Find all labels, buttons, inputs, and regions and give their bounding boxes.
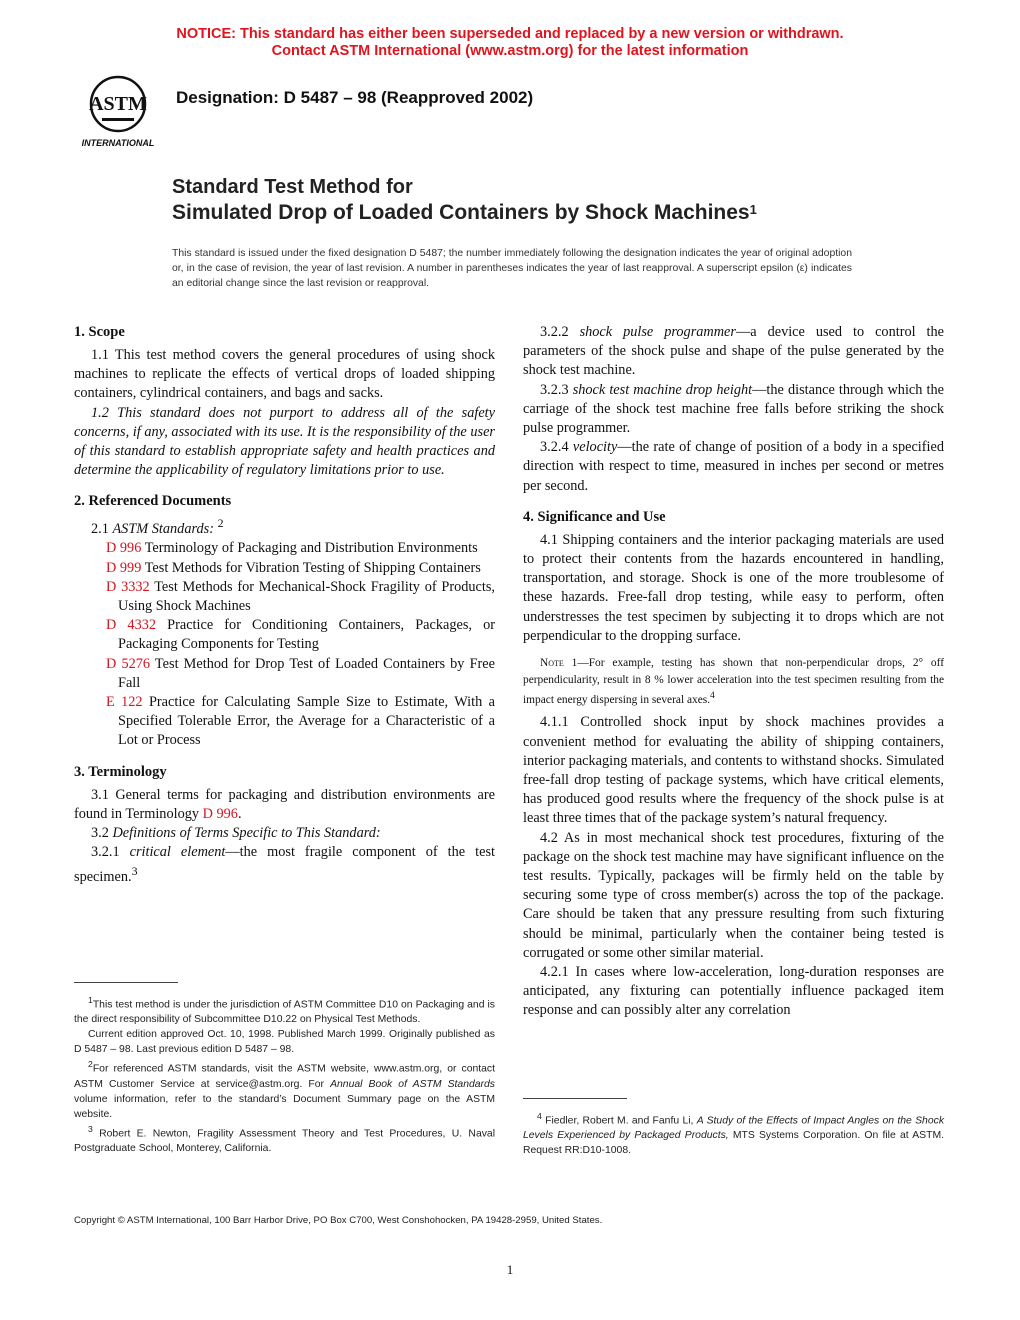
para-2-1-num: 2.1 — [91, 521, 109, 538]
astm-logo — [72, 74, 164, 150]
para-3-2-2 — [523, 323, 944, 381]
left-column — [74, 323, 495, 887]
para-3-2-text: Definitions of Terms Specific to This Standard: — [112, 825, 381, 842]
ref-link[interactable]: D 5276 — [106, 655, 151, 672]
ref-title: Practice for Conditioning Containers, Packages, or Packaging Components for Testing — [118, 617, 496, 653]
ref-link[interactable]: D 3332 — [106, 578, 150, 595]
ref-title: Terminology of Packaging and Distribution Environments — [144, 540, 478, 557]
ref-title: Test Methods for Mechanical-Shock Fragility of Products, Using Shock Machines — [118, 578, 495, 614]
ref-link-d996[interactable]: D 996 — [202, 805, 238, 822]
logo-text: ASTM — [89, 93, 147, 115]
ref-link[interactable]: E 122 — [106, 694, 143, 711]
footnote-4-italic: A Study of the Effects of Impact Angles on the Shock Levels Experienced by Packaged Products, — [523, 1115, 945, 1142]
ref-item — [90, 578, 495, 616]
ref-item — [90, 539, 495, 558]
ref-link[interactable]: D 4332 — [106, 617, 157, 634]
copyright: Copyright © ASTM International, 100 Barr Harbor Drive, PO Box C700, West Conshohocken, PA 19428-2959, United States. — [74, 1215, 603, 1226]
ref-item — [90, 693, 495, 751]
page-number: 1 — [506, 1262, 514, 1277]
note-1 — [523, 655, 944, 708]
note-1-label: Note 1 — [540, 657, 578, 670]
footnote-4-text-b: MTS Systems Corporation. On file at ASTM. Request RR:D10-1008. — [523, 1130, 944, 1157]
para-3-2-num: 3.2 — [91, 825, 109, 842]
para-4-1-1: 4.1.1 Controlled shock input by shock machines provides a convenient method for evaluating the ability of shipping containers, interior packaging materials, and contents to withstand shocks. Simulated free-fall drop testing of package systems, which have critical elements, has produced good results where the frequency of the shock pulse is at least three times that of the package system’s natural frequency. — [523, 714, 944, 827]
title-line-1: Standard Test Method for — [172, 176, 413, 198]
ref-link[interactable]: D 999 — [106, 559, 142, 576]
footnote-3-text: Robert E. Newton, Fragility Assessment Theory and Test Procedures, U. Naval Postgraduate School, Monterey, California. — [74, 1128, 496, 1155]
left-footnotes — [74, 982, 495, 1156]
term-shock-pulse-programmer: shock pulse programmer — [579, 324, 736, 340]
footnote-1 — [74, 993, 495, 1027]
para-3-2-1 — [74, 843, 495, 887]
para-3-1-text: 3.1 General terms for packaging and distribution environments are found in Terminology — [74, 786, 495, 822]
footnote-2-italic: Annual Book of ASTM Standards — [330, 1078, 495, 1090]
footnote-3-num: 3 — [88, 1123, 93, 1134]
section-4-heading: 4. Significance and Use — [523, 508, 666, 525]
ref-title: Test Methods for Vibration Testing of Shipping Containers — [144, 559, 481, 576]
footnote-4 — [523, 1109, 944, 1158]
para-3-2-2-num: 3.2.2 — [540, 324, 569, 340]
footnote-2 — [74, 1057, 495, 1121]
section-1-heading: 1. Scope — [74, 324, 125, 340]
para-3-2-2-text: —a device used to control the parameters of the shock pulse and shape of the pulse generated by the shock test machine. — [523, 324, 945, 379]
section-2-heading: 2. Referenced Documents — [74, 493, 232, 510]
note-1-sup: 4 — [710, 691, 715, 702]
para-4-2: 4.2 As in most mechanical shock test procedures, fixturing of the package on the shock test machine may have significant influence on the test results. Typically, packages will be firmly held on the table by securing some type of cross member(s) across the top of the package. Care should be taken that any pressure resulting from such fixturing should be minimal, particularly when the container being tested is corrugated or some other similar material. — [523, 829, 944, 961]
para-3-2-1-sup: 3 — [131, 864, 138, 879]
ref-title: Test Method for Drop Test of Loaded Containers by Free Fall — [118, 655, 495, 691]
footnote-2-text-b: volume information, refer to the standard’s Document Summary page on the ASTM website. — [74, 1093, 495, 1120]
intro-paragraph: This standard is issued under the fixed designation D 5487; the number immediately following the designation indicates the year of original adoption or, in the case of revision, the year of last revision. A number in parentheses indicates the year of last reapproval. A superscript epsilon (ε) indicates an editorial change since the last revision or reapproval. — [172, 248, 852, 289]
right-column — [523, 323, 944, 1021]
ref-link[interactable]: D 996 — [106, 540, 142, 557]
para-3-2-4 — [523, 438, 944, 496]
withdrawal-notice — [0, 26, 1020, 60]
footnote-1-text: This test method is under the jurisdiction of ASTM Committee D10 on Packaging and is the direct responsibility of Subcommittee D10.22 on Physical Test Methods. — [74, 999, 495, 1026]
note-1-text: —For example, testing has shown that non-perpendicular drops, 2° off perpendicularity, result in 8 % lower acceleration into the test specimen resulting from the impact energy dispersing in several axes. — [523, 657, 944, 706]
ref-title: Practice for Calculating Sample Size to Estimate, With a Specified Tolerable Error, the Average for a Characteristic of a Lot or Process — [118, 694, 495, 749]
para-1-1: 1.1 This test method covers the general procedures of using shock machines to replicate the effects of vertical drops of loaded shipping containers, cylindrical containers, and bags and sacks. — [74, 347, 495, 402]
para-1-2: 1.2 This standard does not purport to address all of the safety concerns, if any, associated with its use. It is the responsibility of the user of this standard to establish appropriate safety and health practices and determine the applicability of regulatory limitations prior to use. — [74, 404, 495, 479]
para-3-1: 3.1 General terms for packaging and distribution environments are found in Terminology D 996. — [74, 786, 495, 822]
footnote-1b: Current edition approved Oct. 10, 1998. Published March 1999. Originally published as D 5487 – 98. Last previous edition D 5487 – 98. — [74, 1029, 495, 1056]
title-footnote-ref: 1 — [749, 202, 757, 217]
para-2-1-text: ASTM Standards: — [112, 521, 214, 538]
para-3-2-1-text: —the most fragile component of the test specimen. — [74, 844, 496, 886]
footnote-3 — [74, 1122, 495, 1156]
para-3-2-3-text: —the distance through which the carriage of the shock test machine free falls before striking the shock pulse programmer. — [523, 381, 944, 437]
footnote-4-num: 4 — [537, 1111, 542, 1121]
ref-item — [90, 559, 495, 578]
title-line-2 — [172, 200, 757, 226]
term-velocity: velocity — [572, 439, 618, 456]
notice-line-2: Contact ASTM International (www.astm.org) for the latest information — [271, 43, 749, 59]
title-line-2-text: Simulated Drop of Loaded Containers by Shock Machines — [172, 201, 750, 224]
footnote-2-num: 2 — [88, 1059, 93, 1070]
logo-subtext: INTERNATIONAL — [81, 138, 155, 148]
para-3-2-4-num: 3.2.4 — [540, 439, 569, 456]
term-critical-element: critical element — [129, 844, 226, 861]
designation: Designation: D 5487 – 98 (Reapproved 2002) — [176, 88, 534, 107]
para-3-2 — [74, 824, 495, 843]
ref-item — [90, 616, 495, 654]
footnote-4-text-a: Fiedler, Robert M. and Fanfu Li, — [545, 1115, 694, 1127]
para-4-1: 4.1 Shipping containers and the interior packaging materials are used to protect their contents from the hazards encountered in handling, transportation, and storage. Shock is one of the more troublesome of these hazards. Free-fall drop testing, while easy to perform, often understresses the test specimen by subjecting it to drops which are not perpendicular to the dropping surface. — [523, 531, 944, 644]
section-3-heading: 3. Terminology — [74, 763, 167, 780]
notice-line-1: NOTICE: This standard has either been superseded and replaced by a new version or withdrawn. — [176, 26, 844, 42]
para-3-2-1-num: 3.2.1 — [91, 844, 120, 861]
para-2-1-sup: 2 — [217, 516, 224, 531]
footnote-1-num: 1 — [88, 995, 93, 1005]
page-title — [172, 174, 757, 226]
footnote-2-text-a: For referenced ASTM standards, visit the ASTM website, www.astm.org, or contact ASTM Customer Service at service@astm.org. For — [74, 1063, 495, 1090]
para-3-2-4-text: —the rate of change of position of a body in a specified direction with respect to time, measured in inches per second or metres per second. — [523, 439, 945, 494]
right-footnotes — [523, 1098, 944, 1158]
term-drop-height: shock test machine drop height — [572, 381, 753, 398]
para-3-2-3 — [523, 381, 944, 439]
ref-item — [90, 655, 495, 693]
para-3-2-3-num: 3.2.3 — [540, 381, 569, 398]
para-2-1 — [74, 514, 495, 539]
para-4-2-1: 4.2.1 In cases where low-acceleration, long-duration responses are anticipated, any fixturing can potentially influence packaged item response and can possibly alter any correlation — [523, 963, 944, 1019]
